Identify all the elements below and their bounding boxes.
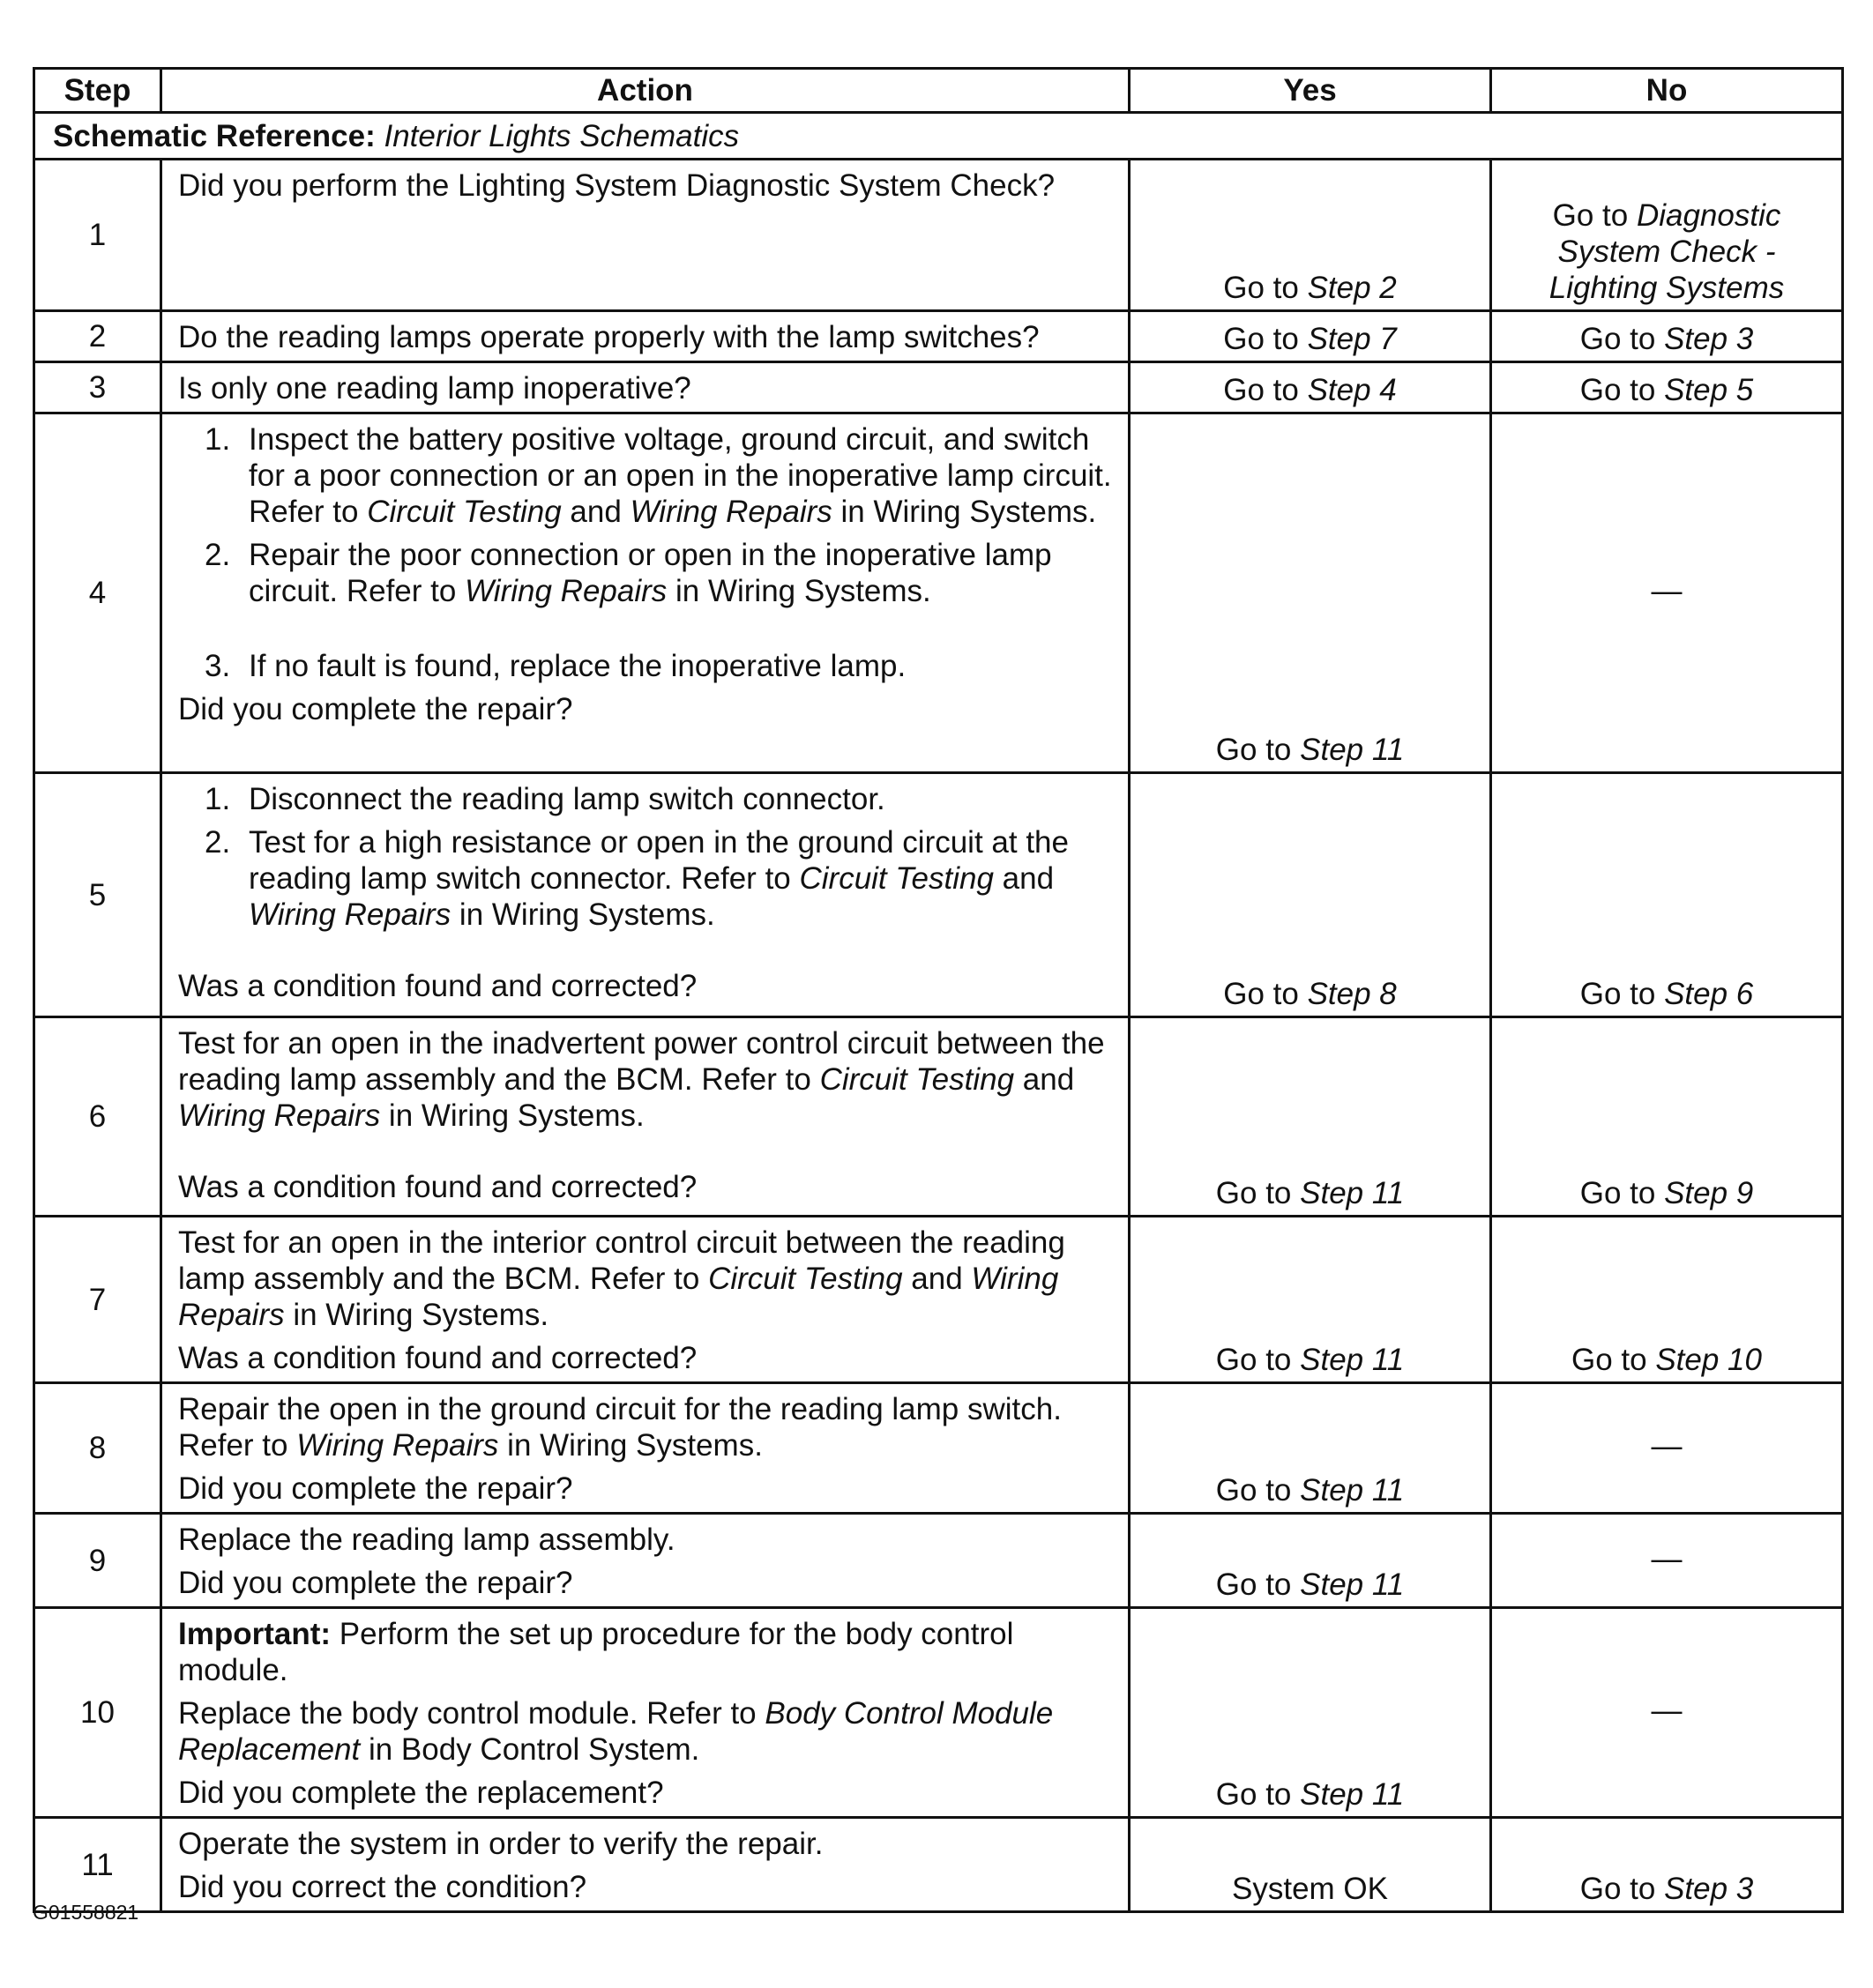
yes-cell [1130,773,1491,1017]
table-row [34,773,1843,1017]
item-text: in Wiring Systems. [832,495,1097,529]
yes-step-link[interactable]: Step 11 [1300,1176,1405,1210]
list-item [205,648,1112,684]
header-step: Step [34,69,161,113]
action-question: Did you perform the Lighting System Diagnostic System Check? [178,168,1056,203]
step-number: 2 [34,311,161,362]
list-item-number: 2. [205,538,231,572]
text-span: in Wiring Systems. [380,1098,645,1133]
no-link-line3: Lighting Systems [1548,271,1785,305]
list-item [205,537,1112,609]
action-cell [161,1383,1130,1514]
no-cell [1491,160,1843,311]
text-span: and [902,1262,972,1296]
no-dash: — [1651,1429,1683,1463]
no-prefix: Go to [1552,198,1637,233]
item-text: Disconnect the reading lamp switch connector. [249,782,885,816]
important-label: Important: [178,1617,332,1651]
important-text: Perform the set up procedure for the body control module. [178,1617,1014,1687]
item-text: Inspect the battery positive voltage, ground circuit, and switch for a poor connection or an open in the inoperative lamp circuit. Refer to [249,422,1112,529]
action-text [178,1225,1112,1333]
yes-prefix: Go to [1215,1176,1301,1210]
table-row [34,1514,1843,1608]
no-step-link[interactable]: Step 10 [1655,1343,1762,1377]
text-span: in Wiring Systems. [284,1298,549,1332]
circuit-testing-link[interactable]: Circuit Testing [819,1062,1015,1097]
yes-cell [1130,1818,1491,1912]
wiring-repairs-link[interactable]: Wiring Repairs [465,574,668,608]
yes-prefix: Go to [1223,271,1308,305]
action-cell [161,1017,1130,1217]
action-text [178,1695,1112,1768]
yes-prefix: Go to [1223,977,1308,1011]
no-cell [1491,311,1843,362]
list-item [205,824,1112,933]
action-steps-list [178,421,1112,684]
circuit-testing-link[interactable]: Circuit Testing [367,495,562,529]
header-yes: Yes [1130,69,1491,113]
yes-cell [1130,1017,1491,1217]
yes-result: System OK [1232,1872,1388,1906]
action-cell [161,1818,1130,1912]
bcm-replacement-link[interactable]: Body Control Module Replacement [178,1696,1054,1767]
yes-prefix: Go to [1215,1343,1301,1377]
yes-step-link[interactable]: Step 4 [1307,373,1397,407]
step-number: 10 [34,1608,161,1818]
action-question: Did you complete the repair? [178,1566,573,1600]
header-action: Action [161,69,1130,113]
action-question: Was a condition found and corrected? [178,1170,698,1204]
header-no: No [1491,69,1843,113]
no-step-link[interactable]: Step 9 [1664,1176,1754,1210]
no-step-link[interactable]: Step 3 [1664,1872,1754,1906]
no-cell [1491,773,1843,1017]
list-item-number: 1. [205,422,231,457]
action-question: Did you complete the repair? [178,692,573,726]
table-row [34,413,1843,773]
wiring-repairs-link[interactable]: Wiring Repairs [178,1262,1059,1332]
no-cell [1491,362,1843,413]
circuit-testing-link[interactable]: Circuit Testing [799,861,994,896]
step-number: 8 [34,1383,161,1514]
no-prefix: Go to [1579,322,1665,356]
step-number: 7 [34,1217,161,1383]
no-dash: — [1651,1541,1683,1576]
text-span: Repair the open in the ground circuit for the reading lamp switch. Refer to [178,1392,1062,1463]
yes-cell [1130,311,1491,362]
no-step-link[interactable]: Step 3 [1664,322,1754,356]
yes-cell [1130,160,1491,311]
yes-step-link[interactable]: Step 7 [1307,322,1397,356]
action-cell [161,1514,1130,1608]
yes-prefix: Go to [1215,1777,1301,1812]
no-prefix: Go to [1579,977,1665,1011]
item-text: in Wiring Systems. [451,897,715,932]
table-row [34,362,1843,413]
action-cell [161,311,1130,362]
action-cell [161,160,1130,311]
important-note [178,1616,1112,1688]
no-link-line1: Diagnostic [1636,198,1781,233]
wiring-repairs-link[interactable]: Wiring Repairs [296,1428,499,1463]
yes-prefix: Go to [1215,1473,1301,1508]
step-number: 9 [34,1514,161,1608]
list-item [205,781,1112,817]
yes-step-link[interactable]: Step 11 [1300,1777,1405,1812]
step-number: 1 [34,160,161,311]
table-row [34,1383,1843,1514]
yes-step-link[interactable]: Step 11 [1300,733,1405,767]
no-cell [1491,413,1843,773]
table-row [34,1217,1843,1383]
no-prefix: Go to [1579,1872,1665,1906]
yes-cell [1130,1514,1491,1608]
action-text [178,1025,1112,1134]
list-item-number: 1. [205,782,231,816]
wiring-repairs-link[interactable]: Wiring Repairs [630,495,832,529]
item-text: and [993,861,1055,896]
yes-cell [1130,1608,1491,1818]
diagnostic-table [33,67,1844,1913]
step-number: 6 [34,1017,161,1217]
no-cell [1491,1217,1843,1383]
table-row [34,1818,1843,1912]
no-cell [1491,1818,1843,1912]
no-cell [1491,1514,1843,1608]
no-link-line2: System Check - [1557,235,1776,269]
no-cell [1491,1608,1843,1818]
text-span: Replace the body control module. Refer to [178,1696,765,1731]
yes-prefix: Go to [1223,373,1308,407]
action-text [178,1391,1112,1463]
schematic-reference-cell [34,113,1843,160]
item-text: If no fault is found, replace the inoperative lamp. [249,649,907,683]
schematic-reference-link[interactable]: Interior Lights Schematics [384,118,740,153]
figure-id: G01558821 [33,1901,139,1924]
action-question: Did you complete the repair? [178,1471,573,1506]
table-row [34,311,1843,362]
wiring-repairs-link[interactable]: Wiring Repairs [178,1098,381,1133]
no-step-link[interactable]: Step 6 [1664,977,1754,1011]
yes-step-link[interactable]: Step 11 [1300,1343,1405,1377]
yes-step-link[interactable]: Step 11 [1300,1567,1405,1602]
no-prefix: Go to [1571,1343,1656,1377]
action-question: Did you correct the condition? [178,1870,587,1904]
list-item [205,421,1112,530]
action-cell [161,773,1130,1017]
text-span: Test for an open in the inadvertent power control circuit between the reading lamp assembly and the BCM. Refer to [178,1026,1105,1097]
no-dash: — [1651,1694,1683,1728]
text-span: in Wiring Systems. [498,1428,763,1463]
no-cell [1491,1017,1843,1217]
action-cell [161,1217,1130,1383]
step-number: 4 [34,413,161,773]
item-text: and [561,495,631,529]
no-step-link[interactable]: Step 5 [1664,373,1754,407]
list-item-number: 3. [205,649,231,683]
yes-step-link[interactable]: Step 8 [1307,977,1397,1011]
table-row [34,1017,1843,1217]
table-row [34,1608,1843,1818]
action-cell [161,413,1130,773]
step-number: 5 [34,773,161,1017]
text-span: and [1014,1062,1075,1097]
no-prefix: Go to [1579,1176,1665,1210]
step-number: 11 [34,1818,161,1912]
action-text: Replace the reading lamp assembly. [178,1523,675,1557]
no-dash: — [1651,574,1683,608]
yes-step-link[interactable]: Step 11 [1300,1473,1405,1508]
action-question: Do the reading lamps operate properly with the lamp switches? [178,320,1040,354]
list-item-number: 2. [205,825,231,860]
yes-prefix: Go to [1223,322,1308,356]
item-text: in Wiring Systems. [667,574,931,608]
yes-cell [1130,1217,1491,1383]
action-text: Operate the system in order to verify the repair. [178,1827,824,1861]
no-prefix: Go to [1579,373,1665,407]
action-steps-list [178,781,1112,933]
yes-cell [1130,413,1491,773]
action-question: Is only one reading lamp inoperative? [178,371,691,406]
table-row [34,160,1843,311]
circuit-testing-link[interactable]: Circuit Testing [708,1262,903,1296]
yes-cell [1130,362,1491,413]
schematic-reference-row [34,113,1843,160]
action-cell [161,1608,1130,1818]
table-header-row [34,69,1843,113]
action-question: Was a condition found and corrected? [178,1341,698,1375]
text-span: in Body Control System. [360,1732,700,1767]
yes-prefix: Go to [1215,1567,1301,1602]
yes-step-link[interactable]: Step 2 [1307,271,1397,305]
yes-prefix: Go to [1215,733,1301,767]
wiring-repairs-link[interactable]: Wiring Repairs [249,897,451,932]
action-question: Did you complete the replacement? [178,1776,664,1810]
item-text: Test for a high resistance or open in the ground circuit at the reading lamp switch connector. Refer to [249,825,1069,896]
no-cell [1491,1383,1843,1514]
schematic-reference-label: Schematic Reference: [53,118,376,153]
action-question: Was a condition found and corrected? [178,969,698,1003]
item-text: Repair the poor connection or open in the inoperative lamp circuit. Refer to [249,538,1052,608]
text-span: Test for an open in the interior control circuit between the reading lamp assembly and the BCM. Refer to [178,1225,1065,1296]
yes-cell [1130,1383,1491,1514]
action-cell [161,362,1130,413]
step-number: 3 [34,362,161,413]
